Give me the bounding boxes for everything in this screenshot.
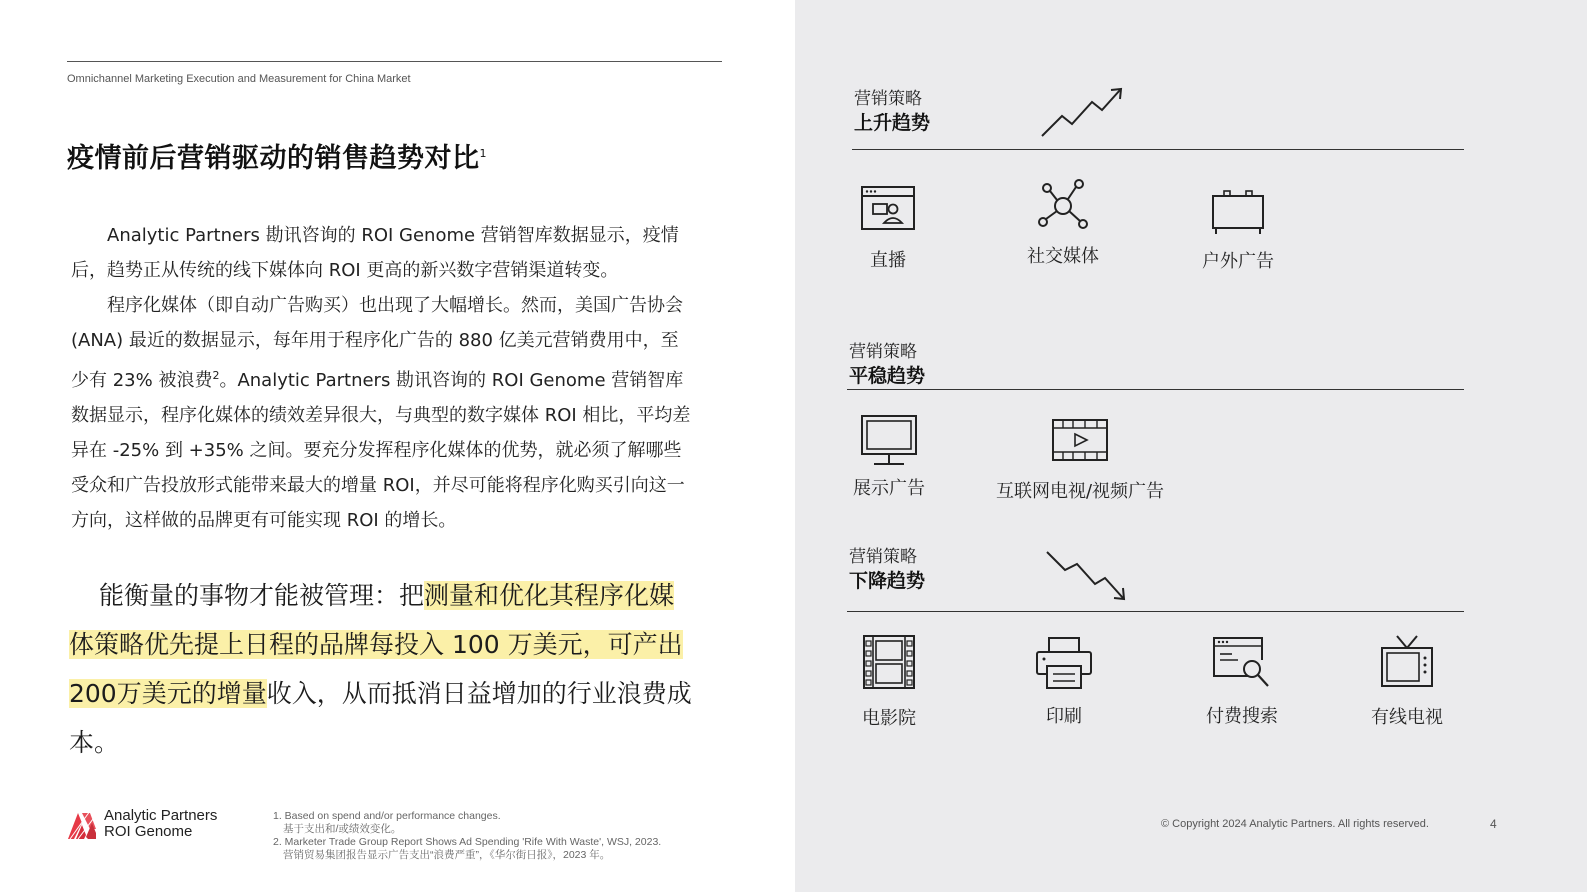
item-label: 电影院 bbox=[862, 708, 916, 729]
social-network-icon bbox=[1035, 178, 1091, 232]
logo-line-2: ROI Genome bbox=[104, 823, 193, 840]
printer-icon bbox=[1035, 636, 1093, 690]
item-livestream bbox=[828, 184, 948, 272]
trend-down-icon bbox=[1045, 550, 1129, 602]
logo-mark-icon bbox=[68, 809, 96, 839]
page-title bbox=[67, 136, 487, 175]
section-up-rule bbox=[852, 149, 1464, 150]
item-label: 印刷 bbox=[1046, 706, 1082, 727]
footnotes bbox=[273, 810, 661, 862]
copyright: © Copyright 2024 Analytic Partners. All rights reserved. bbox=[1161, 818, 1429, 830]
item-outdoor-ads bbox=[1178, 188, 1298, 273]
section-down-label: 营销策略 bbox=[849, 547, 917, 567]
header-subtitle: Omnichannel Marketing Execution and Measurement for China Market bbox=[67, 73, 411, 85]
tv-icon bbox=[1379, 634, 1435, 690]
section-flat-title: 平稳趋势 bbox=[849, 365, 926, 387]
item-display-ads bbox=[829, 414, 949, 500]
item-label: 社交媒体 bbox=[1027, 246, 1099, 267]
item-label: 付费搜索 bbox=[1206, 706, 1278, 727]
logo-line-1: Analytic Partners bbox=[104, 807, 218, 824]
body-paragraph-2-a: 程序化媒体（即自动广告购买）也出现了大幅增长。然而，美国广告协会 (ANA) 最近的数据显示，每年用于程序化广告的 880 亿美元营销费用中，至少有 23% 被浪费 bbox=[71, 295, 683, 391]
section-up-title: 上升趋势 bbox=[854, 112, 931, 134]
footnote-2-mark: 2 bbox=[212, 369, 220, 382]
footnote-1-cn: 基于支出和/或绩效变化。 bbox=[283, 823, 402, 835]
footnote-2-en: 2. Marketer Trade Group Report Shows Ad Spending 'Rife With Waste', WSJ, 2023. bbox=[273, 836, 662, 848]
section-down-title: 下降趋势 bbox=[849, 570, 926, 592]
video-player-icon bbox=[1051, 418, 1109, 462]
pull-quote bbox=[69, 571, 694, 767]
item-label: 有线电视 bbox=[1371, 707, 1443, 728]
body-paragraph-2 bbox=[71, 288, 691, 538]
quote-highlight: 测量和优化其程序化媒体策略优先提上日程的品牌每投入 100 万美元，可产出200万美元的增量 bbox=[69, 581, 683, 708]
page-number: 4 bbox=[1490, 817, 1497, 831]
footnote-2-cn: 营销贸易集团报告显示广告支出“浪费严重”，《华尔街日报》，2023 年。 bbox=[283, 849, 611, 861]
footnote-1-en: 1. Based on spend and/or performance changes. bbox=[273, 810, 501, 822]
item-label: 互联网电视/视频广告 bbox=[995, 481, 1165, 502]
section-up-label: 营销策略 bbox=[854, 89, 922, 109]
livestream-icon bbox=[860, 184, 916, 232]
section-down-rule bbox=[847, 611, 1464, 612]
body-text bbox=[71, 218, 691, 538]
item-print bbox=[1004, 636, 1124, 728]
body-paragraph-1: Analytic Partners 勘讯咨询的 ROI Genome 营销智库数据显示，疫情后，趋势正从传统的线下媒体向 ROI 更高的新兴数字营销渠道转变。 bbox=[71, 225, 679, 281]
item-cinema bbox=[829, 634, 949, 730]
search-window-icon bbox=[1212, 636, 1272, 690]
trend-up-icon bbox=[1040, 86, 1124, 140]
item-label: 户外广告 bbox=[1202, 251, 1274, 272]
item-social-media bbox=[1003, 178, 1123, 268]
item-paid-search bbox=[1182, 636, 1302, 728]
monitor-icon bbox=[860, 414, 918, 466]
billboard-icon bbox=[1210, 188, 1266, 234]
section-flat-label: 营销策略 bbox=[849, 342, 917, 362]
body-paragraph-2-b: 。Analytic Partners 勘讯咨询的 ROI Genome 营销智库数据显示，程序化媒体的绩效差异很大，与典型的数字媒体 ROI 相比，平均差异在 -25% 到 +35% 之间。要充分发挥程序化媒体的优势，就必须了解哪些受众和广告投放形式能带来最大的增量 ROI，并尽可能将程序化购买引向这一方向，这样做的品牌更有可能实现 ROI 的增长。 bbox=[71, 370, 691, 531]
header-rule bbox=[67, 61, 722, 62]
quote-lead: 能衡量的事物才能被管理：把 bbox=[99, 581, 425, 610]
item-cable-tv bbox=[1347, 634, 1467, 729]
quote-tail: 收入，从而抵消日益增加的行业浪费成本。 bbox=[69, 679, 692, 757]
section-flat-rule bbox=[847, 389, 1464, 390]
item-label: 展示广告 bbox=[853, 478, 925, 499]
item-ctv-video-ads bbox=[985, 418, 1175, 503]
analytic-partners-logo bbox=[68, 808, 217, 840]
title-footnote-mark: 1 bbox=[479, 147, 487, 160]
page-title-text: 疫情前后营销驱动的销售趋势对比 bbox=[67, 143, 480, 174]
film-strip-icon bbox=[862, 634, 916, 690]
right-panel bbox=[795, 0, 1587, 892]
item-label: 直播 bbox=[870, 250, 906, 271]
